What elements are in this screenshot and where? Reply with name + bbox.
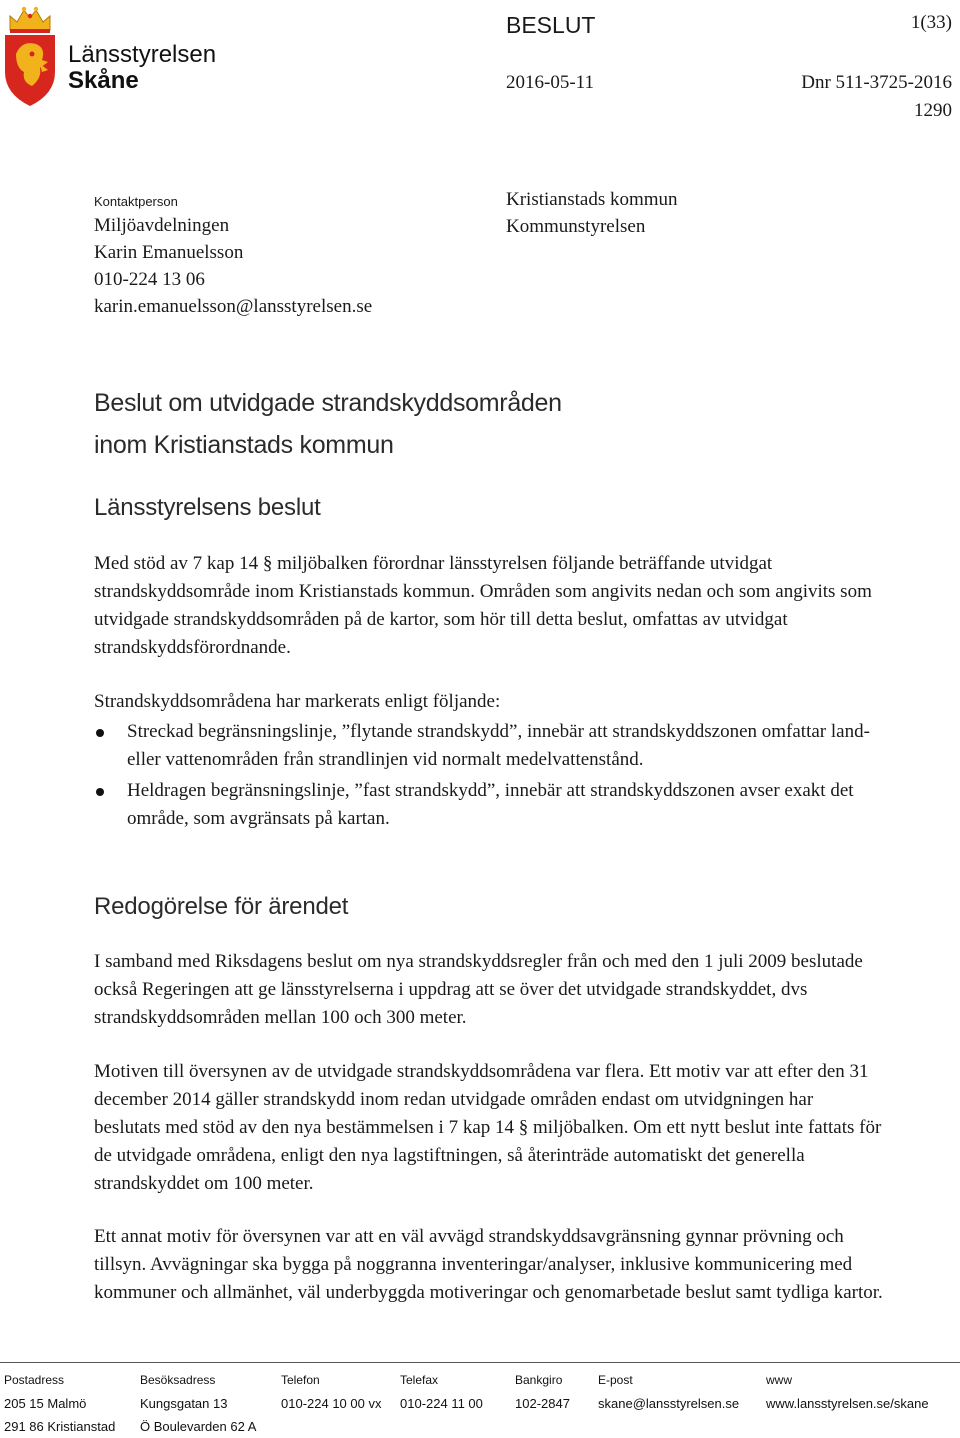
footer-phone: [281, 1372, 381, 1415]
footer-heading: E-post: [598, 1373, 633, 1387]
list-item-text: Heldragen begränsningslinje, ”fast strandskydd”, innebär att strandskyddszonen avser exakt det område, som avgränsats på kartan.: [127, 780, 854, 829]
footer-website[interactable]: [766, 1372, 929, 1415]
list-item: [94, 777, 884, 833]
document-date: 2016-05-11: [506, 72, 594, 93]
organization-name-line2: Skåne: [68, 67, 139, 94]
footer-visiting-address: [140, 1372, 256, 1438]
diary-number-continuation: 1290: [914, 100, 952, 121]
footer-heading: Telefax: [400, 1373, 439, 1387]
markings-intro: Strandskyddsområdena har markerats enligt följande:: [94, 691, 501, 712]
footer-heading: Postadress: [4, 1373, 65, 1387]
footer-value: 010-224 10 00 vx: [281, 1396, 382, 1411]
organization-name-line1: Länsstyrelsen: [68, 41, 217, 68]
footer-value: Kungsgatan 13: [140, 1396, 228, 1411]
contact-block: [94, 193, 372, 320]
footer-bankgiro: [515, 1372, 570, 1415]
footer-heading: Bankgiro: [515, 1373, 563, 1387]
contact-email: karin.emanuelsson@lansstyrelsen.se: [94, 296, 373, 317]
footer-value: 102-2847: [515, 1396, 570, 1411]
document-type: BESLUT: [506, 12, 596, 38]
footer-postal-address: [4, 1372, 115, 1438]
section-heading-decision: Länsstyrelsens beslut: [94, 494, 321, 521]
decision-paragraph: Med stöd av 7 kap 14 § miljöbalken förordnar länsstyrelsen följande beträffande utvidgat strandskyddsområde inom Kristianstads kommun. Områden som angivits nedan och som angivits som utvidgade strandskyddsområden på de kartor, som hör till detta beslut, omfattas av utvidgat strandskyddsförordnande.: [94, 553, 872, 658]
footer-email-link[interactable]: skane@lansstyrelsen.se: [598, 1396, 740, 1411]
contact-phone: 010-224 13 06: [94, 269, 205, 290]
lansstyrelsen-logo: [0, 0, 215, 110]
contact-person: Karin Emanuelsson: [94, 242, 244, 263]
title-line-2: inom Kristianstads kommun: [94, 431, 394, 459]
contact-department: Miljöavdelningen: [94, 215, 230, 236]
recipient-line-1: Kristianstads kommun: [506, 189, 678, 210]
footer-heading: Telefon: [281, 1373, 320, 1387]
markings-list: [94, 718, 884, 836]
list-item: [94, 718, 884, 774]
footer-value: Ö Boulevarden 62 A: [140, 1419, 257, 1434]
footer-divider: [0, 1362, 960, 1363]
footer-website-link[interactable]: www.lansstyrelsen.se/skane: [766, 1396, 929, 1411]
diary-number: Dnr 511-3725-2016: [801, 72, 952, 93]
account-paragraph-1: I samband med Riksdagens beslut om nya strandskyddsregler från och med den 1 juli 2009 beslutade också Regeringen att ge länsstyrelserna i uppdrag att se över det utvidgade strandskyddet, dvs strandskyddsområden mellan 100 och 300 meter.: [94, 951, 863, 1028]
page-number: 1(33): [910, 12, 952, 33]
footer-heading: Besöksadress: [140, 1373, 216, 1387]
footer-fax: [400, 1372, 483, 1415]
organization-name: [68, 42, 216, 94]
footer-value: 291 86 Kristianstad: [4, 1419, 116, 1434]
footer-heading: www: [766, 1373, 792, 1387]
bullet-icon: [96, 729, 104, 737]
crest-icon: [2, 2, 58, 108]
document-title: [94, 382, 562, 466]
recipient-line-2: Kommunstyrelsen: [506, 216, 646, 237]
list-item-text: Streckad begränsningslinje, ”flytande strandskydd”, innebär att strandskyddszonen omfattar land- eller vattenområden från strandlinjen vid normalt medelvattenstånd.: [127, 721, 870, 770]
section-heading-account: Redogörelse för ärendet: [94, 893, 349, 920]
footer-value: 205 15 Malmö: [4, 1396, 87, 1411]
footer-value: 010-224 11 00: [400, 1396, 483, 1411]
title-line-1: Beslut om utvidgade strandskyddsområden: [94, 389, 562, 417]
recipient-block: [506, 186, 678, 240]
account-paragraph-2: Motiven till översynen av de utvidgade strandskyddsområdena var flera. Ett motiv var att efter den 31 december 2014 gäller strandskydd inom redan utvidgade områden endast om utvidgningen har beslutats med stöd av den nya bestämmelsen i 7 kap 14 § miljöbalken. Om ett nytt beslut inte fattats för de utvidgade områdena, enligt den nya lagstiftningen, så återinträde automatiskt det generella strandskyddet om 100 meter.: [94, 1061, 882, 1194]
footer-email[interactable]: [598, 1372, 739, 1415]
account-paragraph-3: Ett annat motiv för översynen var att en väl avvägd strandskyddsavgränsning gynnar prövning och tillsyn. Avvägningar ska bygga på noggranna inventeringar/analyser, inklusive kommunicering med kommuner och allmänhet, väl underbyggda motiveringar och genomarbetade beslut samt tydliga kartor.: [94, 1226, 883, 1303]
bullet-icon: [96, 788, 104, 796]
contact-label: Kontaktperson: [94, 194, 178, 209]
